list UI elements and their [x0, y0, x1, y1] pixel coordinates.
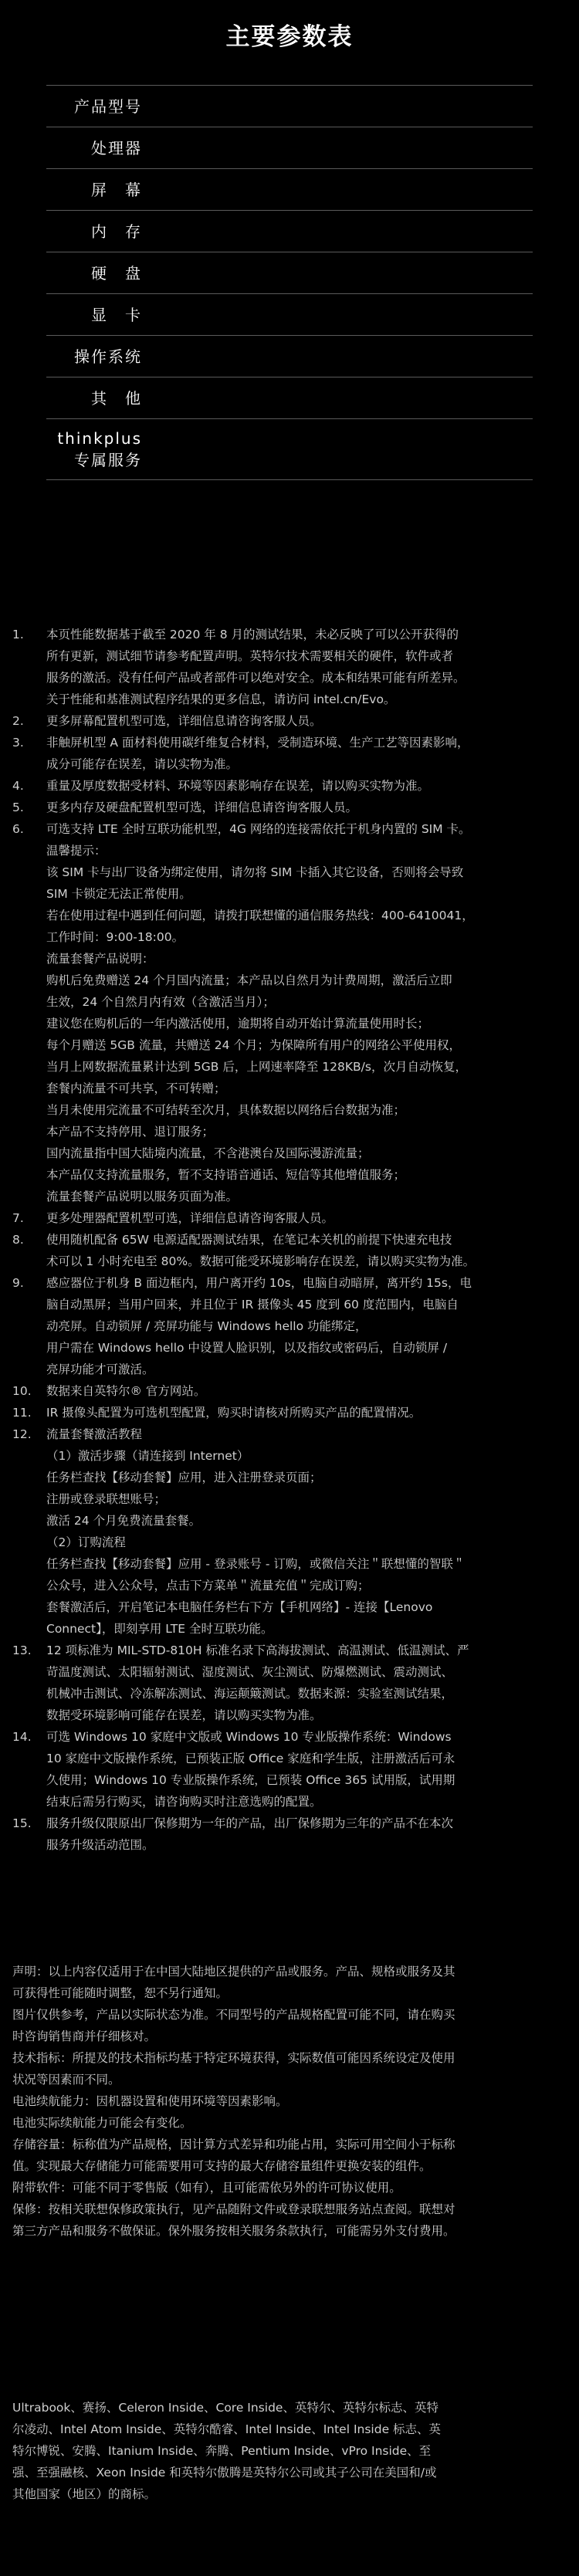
- spec-row-graphics: [46, 294, 533, 336]
- footnote-line: 关于性能和基准测试程序结果的更多信息，请访问 intel.cn/Evo。: [46, 692, 396, 706]
- footnote-number: 1.: [12, 628, 24, 641]
- footnotes-list: [12, 624, 562, 1856]
- footnote-line: 国内流量指中国大陆境内流量，不含港澳台及国际漫游流量；: [46, 1146, 370, 1160]
- footnote-number: 9.: [12, 1276, 24, 1290]
- disclaimer-line: 保修：按相关联想保修政策执行，见产品随附文件或登录联想服务站点查阅。联想对: [12, 2202, 455, 2216]
- footnote-text: [46, 624, 562, 710]
- footnote-item: [12, 732, 562, 775]
- footnote-text: [46, 1272, 562, 1380]
- footnote-item: [12, 775, 562, 797]
- footnote-item: [12, 1813, 562, 1856]
- footnote-line: 动亮屏。自动锁屏 / 亮屏功能与 Windows hello 功能绑定，: [46, 1319, 367, 1333]
- spec-label-graphics: 显 卡: [91, 305, 142, 324]
- footnote-line: 机械冲击测试、冷冻解冻测试、海运颠簸测试。数据来源：实验室测试结果，: [46, 1687, 454, 1701]
- footnote-line: 当月未使用完流量不可结转至次月，具体数据以网络后台数据为准；: [46, 1103, 406, 1117]
- trademark-line: 尔凌动、Intel Atom Inside、英特尔酷睿、Intel Inside、Intel Inside 标志、英: [12, 2422, 442, 2436]
- footnote-line: 本页性能数据基于截至 2020 年 8 月的测试结果，未必反映了可以公开获得的: [46, 628, 459, 641]
- footnote-item: [12, 1380, 562, 1402]
- footnote-item: [12, 818, 562, 1207]
- footnote-line: 套餐激活后，开启笔记本电脑任务栏右下方【手机网络】- 连接【Lenovo: [46, 1600, 433, 1614]
- footnote-item: [12, 1272, 562, 1380]
- page-title: 主要参数表: [225, 23, 354, 51]
- footnote-line: 更多内存及硬盘配置机型可选，详细信息请咨询客服人员。: [46, 801, 358, 814]
- footnote-text: [46, 775, 562, 797]
- footnote-number: 2.: [12, 714, 24, 728]
- footnote-line: 温馨提示：: [46, 844, 107, 858]
- footnote-line: Connect】，即刻享用 LTE 全时互联功能。: [46, 1622, 273, 1636]
- footnote-line: 生效，24 个自然月内有效（含激活当月）；: [46, 995, 275, 1009]
- footnote-line: 每个月赠送 5GB 流量，共赠送 24 个月；为保障所有用户的网络公平使用权，: [46, 1038, 461, 1052]
- footnote-line: 结束后需另行购买，请咨询购买时注意选购的配置。: [46, 1795, 322, 1809]
- footnote-line: 服务升级仅限原出厂保修期为一年的产品，出厂保修期为三年的产品不在本次: [46, 1816, 454, 1830]
- footnote-line: SIM 卡锁定无法正常使用。: [46, 887, 191, 901]
- disclaimer-line: 图片仅供参考，产品以实际状态为准。不同型号的产品规格配置可能不同，请在购买: [12, 2008, 455, 2022]
- footnote-line: 当月上网数据流量累计达到 5GB 后，上网速率降至 128KB/s，次月自动恢复，: [46, 1060, 467, 1074]
- footnote-line: 工作时间：9:00-18:00。: [46, 930, 185, 944]
- footnote-text: [46, 818, 562, 1207]
- footnote-number: 14.: [12, 1730, 32, 1744]
- footnote-number: 12.: [12, 1427, 32, 1441]
- footnote-line: 公众号，进入公众号，点击下方菜单＂流量充值＂完成订购；: [46, 1579, 370, 1593]
- footnote-line: 流量套餐产品说明：: [46, 952, 154, 966]
- footnote-line: （2）订购流程: [46, 1535, 126, 1549]
- footnote-number: 10.: [12, 1384, 32, 1398]
- footnote-line: 10 家庭中文版操作系统，已预装正版 Office 家庭和学生版，注册激活后可永: [46, 1752, 455, 1765]
- disclaimer-line: 附带软件：可能不同于零售版（如有），且可能需依另外的许可协议使用。: [12, 2181, 401, 2195]
- footnote-line: 任务栏查找【移动套餐】应用，进入注册登录页面；: [46, 1471, 322, 1484]
- spec-label-storage: 硬 盘: [91, 263, 142, 283]
- footnote-number: 13.: [12, 1643, 32, 1657]
- spec-label-os: 操作系统: [74, 347, 142, 366]
- disclaimer-line: 时咨询销售商并仔细核对。: [12, 2029, 157, 2043]
- footnote-line: 感应器位于机身 B 面边框内，用户离开约 10s，电脑自动暗屏，离开约 15s，电: [46, 1276, 472, 1290]
- footnote-line: 本产品仅支持流量服务，暂不支持语音通话、短信等其他增值服务；: [46, 1168, 406, 1182]
- footnote-number: 11.: [12, 1406, 32, 1420]
- footnote-line: 流量套餐产品说明以服务页面为准。: [46, 1190, 239, 1203]
- disclaimer-line: 值。实现最大存储能力可能需要用可支持的最大存储容量组件更换安装的组件。: [12, 2159, 432, 2173]
- footnote-number: 3.: [12, 736, 24, 750]
- footnote-line: 非触屏机型 A 面材料使用碳纤维复合材料，受制造环境、生产工艺等因素影响，: [46, 736, 469, 750]
- footnote-line: 可选支持 LTE 全时互联功能机型，4G 网络的连接需依托于机身内置的 SIM 卡。: [46, 822, 471, 836]
- spec-label-other: 其 他: [91, 388, 142, 408]
- footnote-line: 流量套餐激活教程: [46, 1427, 143, 1441]
- trademark-line: 强、至强融核、Xeon Inside 和英特尔傲腾是英特尔公司或其子公司在美国和/或: [12, 2466, 437, 2480]
- footnote-text: [46, 710, 562, 732]
- footnote-text: [46, 732, 562, 775]
- spec-label-memory: 内 存: [91, 222, 142, 241]
- footnote-line: 数据来自英特尔® 官方网站。: [46, 1384, 206, 1398]
- footnote-number: 7.: [12, 1211, 24, 1225]
- footnote-line: 更多屏幕配置机型可选，详细信息请咨询客服人员。: [46, 714, 322, 728]
- footnote-line: 使用随机配备 65W 电源适配器测试结果，在笔记本关机的前提下快速充电技: [46, 1233, 452, 1247]
- footnote-line: 所有更新，测试细节请参考配置声明。英特尔技术需要相关的硬件，软件或者: [46, 649, 454, 663]
- footnote-line: 本产品不支持停用、退订服务；: [46, 1125, 215, 1139]
- footnote-line: 亮屏功能才可激活。: [46, 1362, 154, 1376]
- footnote-item: [12, 1423, 562, 1640]
- disclaimer-line: 声明：以上内容仅适用于在中国大陆地区提供的产品或服务。产品、规格或服务及其: [12, 1965, 455, 1979]
- footnote-line: 更多处理器配置机型可选，详细信息请咨询客服人员。: [46, 1211, 334, 1225]
- disclaimer-line: 可获得性可能随时调整，恕不另行通知。: [12, 1986, 229, 2000]
- spec-row-storage: [46, 252, 533, 294]
- spec-row-os: [46, 336, 533, 377]
- disclaimer-line: 技术指标：所提及的技术指标均基于特定环境获得，实际数值可能因系统设定及使用: [12, 2051, 455, 2065]
- footnote-item: [12, 624, 562, 710]
- trademark-line: 特尔博锐、安腾、Itanium Inside、奔腾、Pentium Inside、vPro Inside、至: [12, 2444, 432, 2458]
- footnote-line: 久使用；Windows 10 专业版操作系统，已预装 Office 365 试用版，试用期: [46, 1773, 455, 1787]
- footnote-number: 4.: [12, 779, 24, 793]
- footnote-line: 激活 24 个月免费流量套餐。: [46, 1514, 201, 1528]
- footnote-item: [12, 1726, 562, 1813]
- footnote-text: [46, 1380, 562, 1402]
- disclaimer-line: 第三方产品和服务不做保证。保外服务按相关服务条款执行，可能需另外支付费用。: [12, 2224, 455, 2238]
- spec-label-processor: 处理器: [91, 138, 142, 157]
- spec-row-service: [46, 419, 533, 480]
- footnote-line: 购机后免费赠送 24 个月国内流量；本产品以自然月为计费周期，激活后立即: [46, 973, 452, 987]
- footnote-text: [46, 1229, 562, 1272]
- footnote-line: 术可以 1 小时充电至 80%。数据可能受环境影响存在误差，请以购买实物为准。: [46, 1254, 476, 1268]
- footnote-line: 数据受环境影响可能存在误差，请以购买实物为准。: [46, 1708, 322, 1722]
- spec-row-model: [46, 86, 533, 127]
- footnote-line: 用户需在 Windows hello 中设置人脸识别，以及指纹或密码后，自动锁屏 /: [46, 1341, 448, 1355]
- disclaimer-line: 存储容量：标称值为产品规格，因计算方式差异和功能占用，实际可用空间小于标称: [12, 2138, 455, 2151]
- spec-label-model: 产品型号: [74, 96, 142, 116]
- footnote-number: 6.: [12, 822, 24, 836]
- footnote-text: [46, 1402, 562, 1423]
- footnote-line: 苛温度测试、太阳辐射测试、湿度测试、灰尘测试、防爆燃测试、震动测试、: [46, 1665, 454, 1679]
- footnote-line: IR 摄像头配置为可选机型配置，购买时请核对所购买产品的配置情况。: [46, 1406, 422, 1420]
- footnote-line: 注册或登录联想账号；: [46, 1492, 167, 1506]
- disclaimer-line: 状况等因素而不同。: [12, 2073, 120, 2087]
- footnote-text: [46, 1207, 562, 1229]
- footnote-text: [46, 797, 562, 818]
- spec-label-service-brand: thinkplus: [57, 429, 142, 448]
- footnote-line: 服务升级活动范围。: [46, 1838, 154, 1852]
- footnote-item: [12, 710, 562, 732]
- footnote-item: [12, 797, 562, 818]
- trademark-block: [12, 2397, 562, 2505]
- footnote-item: [12, 1640, 562, 1726]
- footnote-line: 该 SIM 卡与出厂设备为绑定使用，请勿将 SIM 卡插入其它设备，否则将会导致: [46, 865, 464, 879]
- spec-label-screen: 屏 幕: [91, 180, 142, 199]
- footnote-number: 15.: [12, 1816, 32, 1830]
- footnote-line: 服务的激活。没有任何产品或者部件可以绝对安全。成本和结果可能有所差异。: [46, 671, 466, 685]
- footnote-text: [46, 1726, 562, 1813]
- footnote-item: [12, 1229, 562, 1272]
- footnote-line: 12 项标准为 MIL-STD-810H 标准名录下高海拔测试、高温测试、低温测试、严: [46, 1643, 469, 1657]
- footnote-line: 成分可能存在误差，请以实物为准。: [46, 757, 239, 771]
- trademark-line: Ultrabook、赛扬、Celeron Inside、Core Inside、英特尔、英特尔标志、英特: [12, 2401, 438, 2415]
- footnote-line: 可选 Windows 10 家庭中文版或 Windows 10 专业版操作系统：Windows: [46, 1730, 452, 1744]
- spec-row-processor: [46, 127, 533, 169]
- disclaimer-block: [12, 1961, 562, 2242]
- footnote-line: 若在使用过程中遇到任何问题，请拨打联想懂的通信服务热线：400-6410041，: [46, 909, 474, 922]
- spec-label-service-name: 专属服务: [74, 451, 142, 469]
- spec-label-service: [46, 428, 142, 471]
- spec-row-other: [46, 377, 533, 419]
- footnote-text: [46, 1640, 562, 1726]
- spec-row-screen: [46, 169, 533, 211]
- footnote-number: 5.: [12, 801, 24, 814]
- disclaimer-line: 电池续航能力：因机器设置和使用环境等因素影响。: [12, 2094, 288, 2108]
- footnote-line: 脑自动黑屏；当用户回来，并且位于 IR 摄像头 45 度到 60 度范围内，电脑自: [46, 1298, 459, 1312]
- footnote-line: 建议您在购机后的一年内激活使用，逾期将自动开始计算流量使用时长；: [46, 1017, 430, 1031]
- footnote-line: 任务栏查找【移动套餐】应用 - 登录账号 - 订购，或微信关注＂联想懂的智联＂: [46, 1557, 466, 1571]
- spec-table: [46, 85, 533, 480]
- footnote-text: [46, 1813, 562, 1856]
- footnote-number: 8.: [12, 1233, 24, 1247]
- disclaimer-line: 电池实际续航能力可能会有变化。: [12, 2116, 192, 2130]
- footnote-item: [12, 1207, 562, 1229]
- trademark-line: 其他国家（地区）的商标。: [12, 2487, 157, 2501]
- spec-row-memory: [46, 211, 533, 252]
- footnote-text: [46, 1423, 562, 1640]
- footnote-line: 套餐内流量不可共享，不可转赠；: [46, 1082, 226, 1095]
- footnote-line: 重量及厚度数据受材料、环境等因素影响存在误差，请以购买实物为准。: [46, 779, 430, 793]
- footnote-item: [12, 1402, 562, 1423]
- footnote-line: （1）激活步骤（请连接到 Internet）: [46, 1449, 249, 1463]
